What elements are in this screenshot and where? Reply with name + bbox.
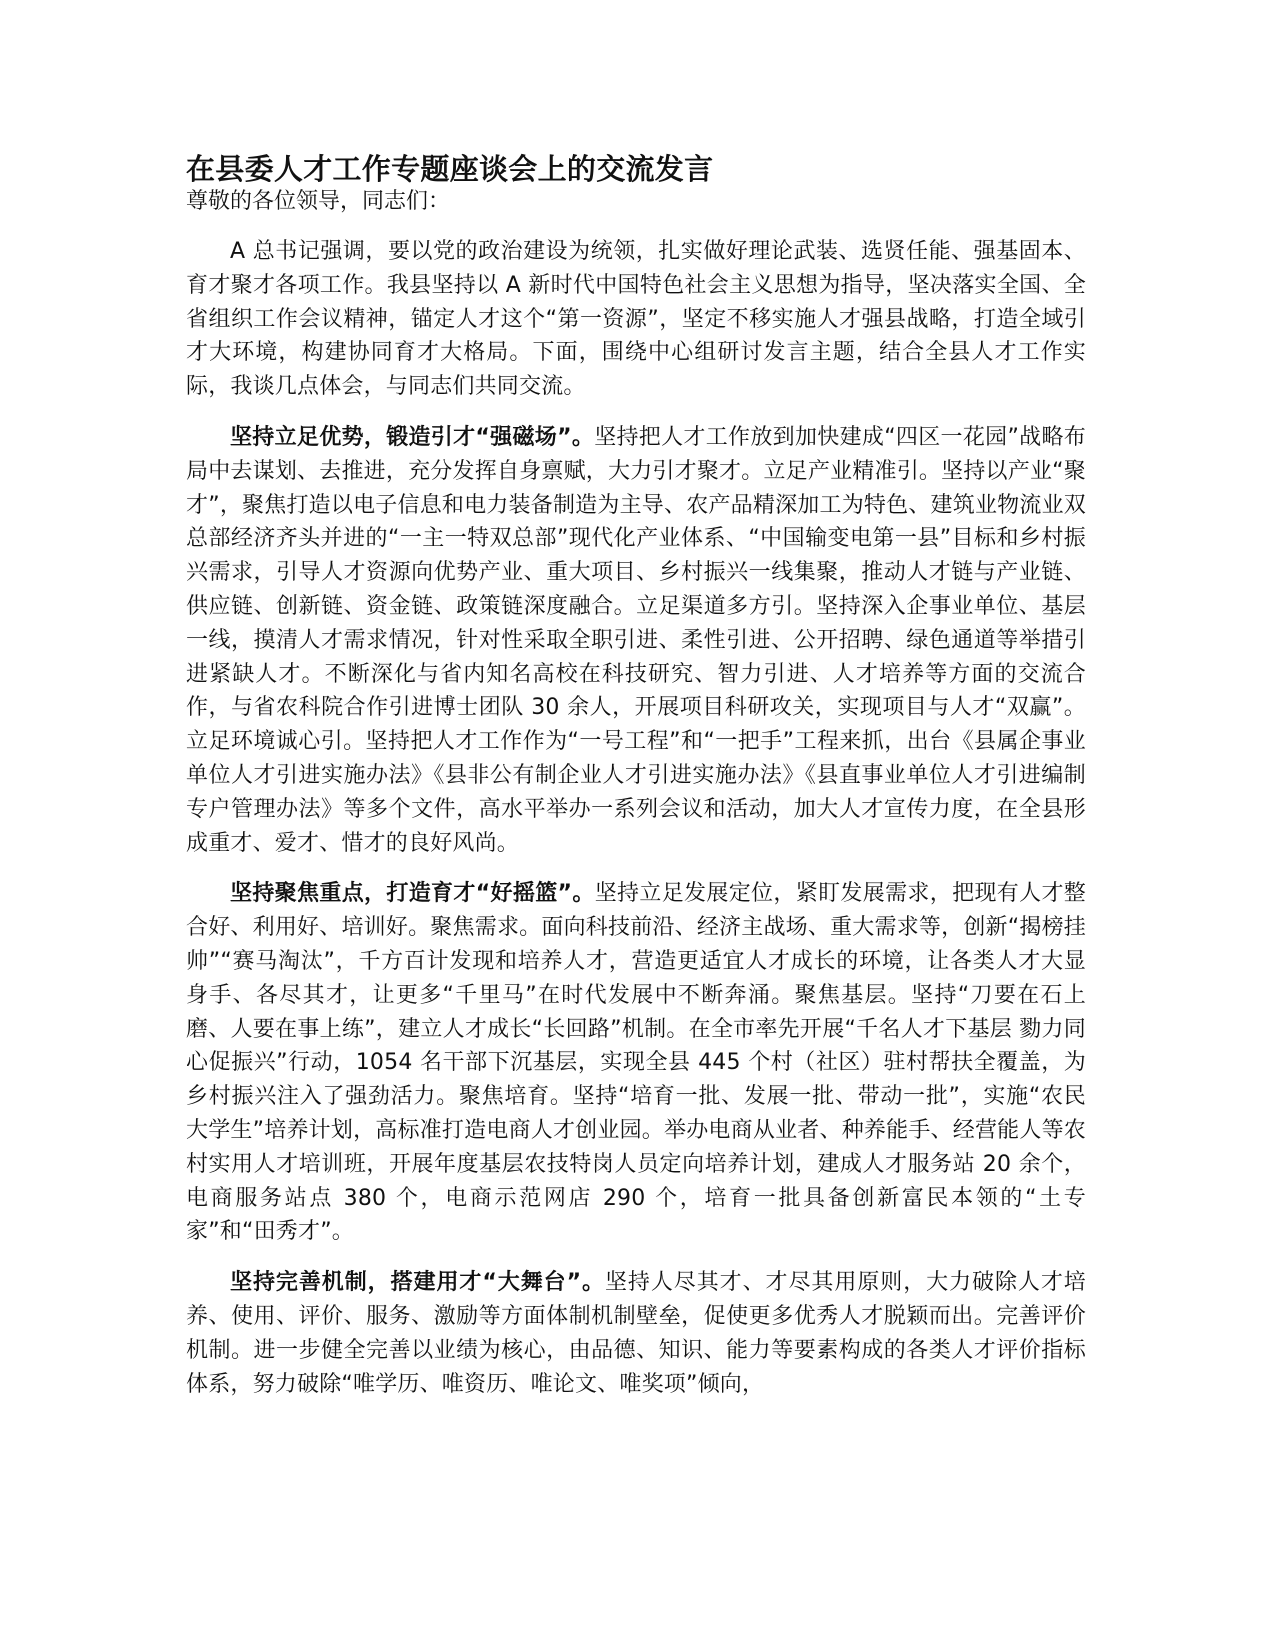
section-heading-3: 坚持完善机制，搭建用才“大舞台”。: [230, 1270, 605, 1296]
section-paragraph-1: [186, 421, 1086, 860]
document-title: 在县委人才工作专题座谈会上的交流发言: [186, 152, 714, 186]
intro-paragraph: A 总书记强调，要以党的政治建设为统领，扎实做好理论武装、选贤任能、强基固本、育才聚才各项工作。我县坚持以 A 新时代中国特色社会主义思想为指导，坚决落实全国、全省组织工作会议精神，锚定人才这个“第一资源”，坚定不移实施人才强县战略，打造全域引才大环境，构建协同育才大格局。下面，围绕中心组研讨发言主题，结合全县人才工作实际，我谈几点体会，与同志们共同交流。: [186, 239, 1086, 400]
section-paragraph-3: [186, 1266, 1086, 1401]
section-body-1: 坚持把人才工作放到加快建成“四区一花园”战略布局中去谋划、去推进，充分发挥自身禀赋，大力引才聚才。立足产业精准引。坚持以产业“聚才”，聚焦打造以电子信息和电力装备制造为主导、农产品精深加工为特色、建筑业物流业双总部经济齐头并进的“一主一特双总部”现代化产业体系、“中国输变电第一县”目标和乡村振兴需求，引导人才资源向优势产业、重大项目、乡村振兴一线集聚，推动人才链与产业链、供应链、创新链、资金链、政策链深度融合。立足渠道多方引。坚持深入企事业单位、基层一线，摸清人才需求情况，针对性采取全职引进、柔性引进、公开招聘、绿色通道等举措引进紧缺人才。不断深化与省内知名高校在科技研究、智力引进、人才培养等方面的交流合作，与省农科院合作引进博士团队 30 余人，开展项目科研攻关，实现项目与人才“双赢”。立足环境诚心引。坚持把人才工作作为“一号工程”和“一把手”工程来抓，出台《县属企事业单位人才引进实施办法》《县非公有制企业人才引进实施办法》《县直事业单位人才引进编制专户管理办法》等多个文件，高水平举办一系列会议和活动，加大人才宣传力度，在全县形成重才、爱才、惜才的良好风尚。: [186, 424, 1086, 856]
section-heading-2: 坚持聚焦重点，打造育才“好摇篮”。: [230, 881, 595, 907]
section-heading-1: 坚持立足优势，锻造引才“强磁场”。: [230, 424, 595, 450]
section-body-2: 坚持立足发展定位，紧盯发展需求，把现有人才整合好、利用好、培训好。聚焦需求。面向科技前沿、经济主战场、重大需求等，创新“揭榜挂帅”“赛马淘汰”，千方百计发现和培养人才，营造更适宜人才成长的环境，让各类人才大显身手、各尽其才，让更多“千里马”在时代发展中不断奔涌。聚焦基层。坚持“刀要在石上磨、人要在事上练”，建立人才成长“长回路”机制。在全市率先开展“千名人才下基层 勠力同心促振兴”行动，1054 名干部下沉基层，实现全县 445 个村（社区）驻村帮扶全覆盖，为乡村振兴注入了强劲活力。聚焦培育。坚持“培育一批、发展一批、带动一批”，实施“农民大学生”培养计划，高标准打造电商人才创业园。举办电商从业者、种养能手、经营能人等农村实用人才培训班，开展年度基层农技特岗人员定向培养计划，建成人才服务站 20 余个，电商服务站点 380 个，电商示范网店 290 个，培育一批具备创新富民本领的“土专家”和“田秀才”。: [186, 881, 1086, 1245]
document-body: [186, 150, 1086, 1418]
section-body-3: 坚持人尽其才、才尽其用原则，大力破除人才培养、使用、评价、服务、激励等方面体制机制壁垒，促使更多优秀人才脱颖而出。完善评价机制。进一步健全完善以业绩为核心，由品德、知识、能力等要素构成的各类人才评价指标体系，努力破除“唯学历、唯资历、唯论文、唯奖项”倾向，: [186, 1270, 1087, 1397]
salutation: 尊敬的各位领导，同志们：: [186, 189, 451, 214]
section-paragraph-2: [186, 877, 1086, 1249]
